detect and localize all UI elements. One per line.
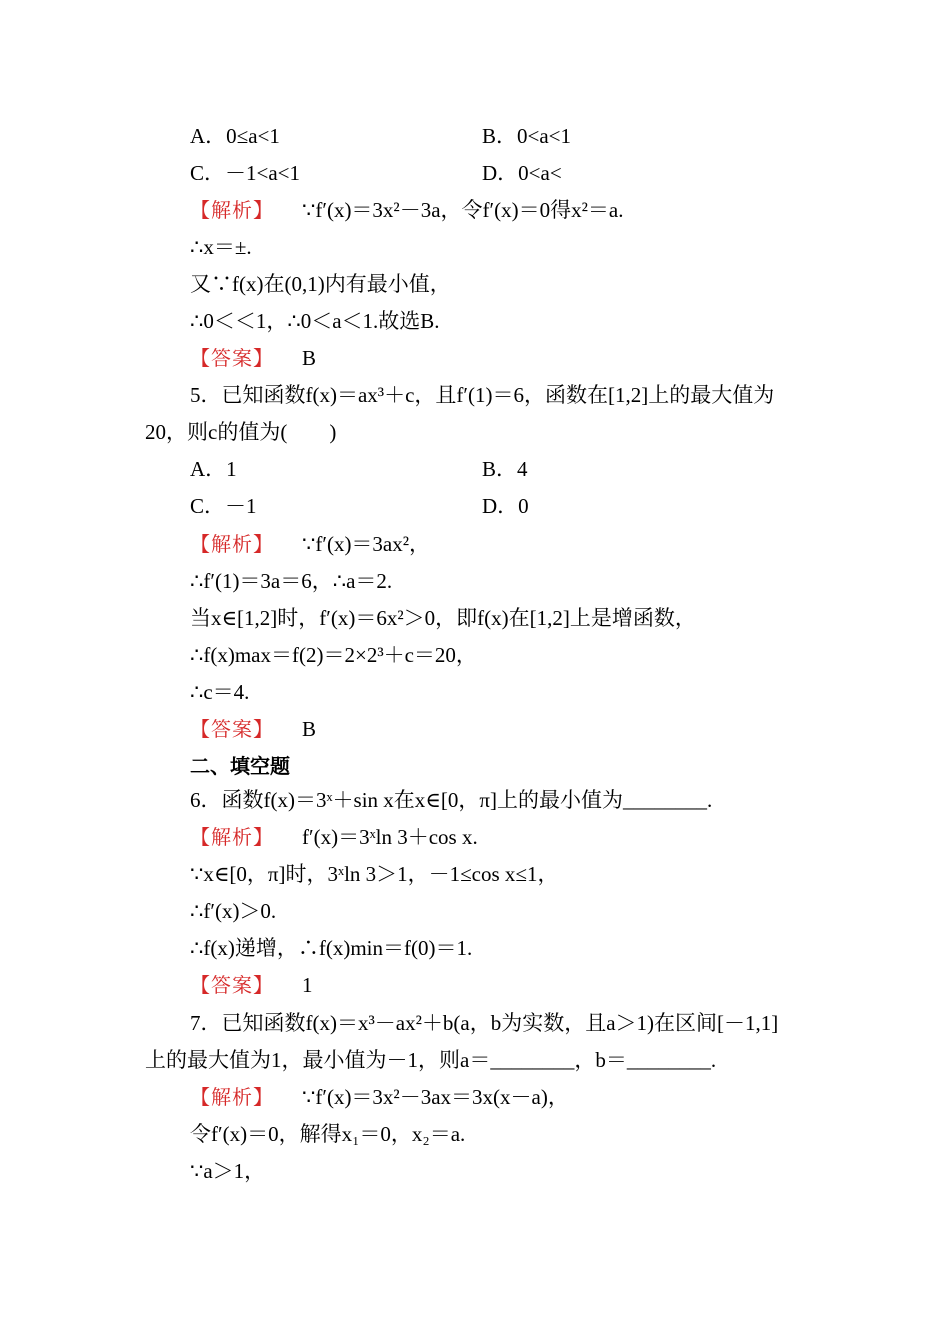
analysis-label: 【解析】 <box>190 532 274 556</box>
q5-step-4: ∴f(x)max＝f(2)＝2×2³＋c＝20， <box>190 643 477 667</box>
q5-option-a: A．1 <box>190 457 237 481</box>
q5-stem-line1: 5．已知函数f(x)＝ax³＋c，且f′(1)＝6，函数在[1,2]上的最大值为 <box>190 383 775 407</box>
q5-step-5: ∴c＝4. <box>190 680 250 704</box>
q7-analysis-text: ∵f′(x)＝3x²－3ax＝3x(x－a)， <box>302 1085 569 1109</box>
q6-step-4: ∴f(x)递增，∴f(x)min＝f(0)＝1. <box>190 936 473 960</box>
q7-step-3: ∵a＞1， <box>190 1159 266 1183</box>
analysis-label: 【解析】 <box>190 825 274 849</box>
q4-option-d: D．0<a< <box>482 161 562 185</box>
q6-step-2: ∵x∈[0，π]时，3ˣln 3＞1，－1≤cos x≤1， <box>190 862 559 886</box>
q7-stem-line1: 7．已知函数f(x)＝x³－ax²＋b(a，b为实数，且a＞1)在区间[－1,1] <box>190 1011 779 1035</box>
q6-step-3: ∴f′(x)＞0. <box>190 899 277 923</box>
q4-option-b: B．0<a<1 <box>482 124 572 148</box>
q5-analysis-line <box>0 530 950 558</box>
q4-analysis-text: ∵f′(x)＝3x²－3a，令f′(x)＝0得x²＝a. <box>302 198 624 222</box>
q6-stem: 6．函数f(x)＝3ˣ＋sin x在x∈[0，π]上的最小值为________. <box>190 788 713 812</box>
q4-analysis-line <box>0 196 950 224</box>
q7-analysis-line <box>0 1083 950 1111</box>
q5-answer: B <box>302 717 317 741</box>
q5-options-row1 <box>0 455 950 483</box>
q4-answer-line <box>0 344 950 372</box>
q4-step-4: ∴0＜＜1，∴0＜a＜1.故选B. <box>190 309 440 333</box>
q6-answer: 1 <box>302 973 313 997</box>
q4-option-c: C．－1<a<1 <box>190 161 301 185</box>
q6-analysis-line <box>0 823 950 851</box>
q5-options-row2 <box>0 492 950 520</box>
q5-option-c: C．－1 <box>190 494 257 518</box>
section-heading: 二、填空题 <box>190 754 290 778</box>
q4-step-2: ∴x＝±. <box>190 235 252 259</box>
q4-options-row1 <box>0 122 950 150</box>
q5-analysis-text: ∵f′(x)＝3ax²， <box>302 532 431 556</box>
answer-label: 【答案】 <box>190 717 274 741</box>
q5-stem-line2: 20，则c的值为( ) <box>145 420 337 444</box>
q7-step-2: 令f′(x)＝0，解得x₁＝0，x₂＝a. <box>190 1122 466 1146</box>
q5-option-b: B．4 <box>482 457 528 481</box>
q7-stem-line2: 上的最大值为1，最小值为－1，则a＝________，b＝________. <box>145 1048 717 1072</box>
answer-label: 【答案】 <box>190 973 274 997</box>
q4-option-a: A．0≤a<1 <box>190 124 280 148</box>
q4-options-row2 <box>0 159 950 187</box>
q5-option-d: D．0 <box>482 494 529 518</box>
q5-step-3: 当x∈[1,2]时，f′(x)＝6x²＞0，即f(x)在[1,2]上是增函数， <box>190 606 696 630</box>
q5-answer-line <box>0 715 950 743</box>
q4-step-3: 又∵f(x)在(0,1)内有最小值， <box>190 272 451 296</box>
q4-answer: B <box>302 346 317 370</box>
q5-step-2: ∴f′(1)＝3a＝6，∴a＝2. <box>190 569 393 593</box>
q6-answer-line <box>0 971 950 999</box>
analysis-label: 【解析】 <box>190 1085 274 1109</box>
answer-label: 【答案】 <box>190 346 274 370</box>
analysis-label: 【解析】 <box>190 198 274 222</box>
q6-analysis-text: f′(x)＝3ˣln 3＋cos x. <box>302 825 478 849</box>
